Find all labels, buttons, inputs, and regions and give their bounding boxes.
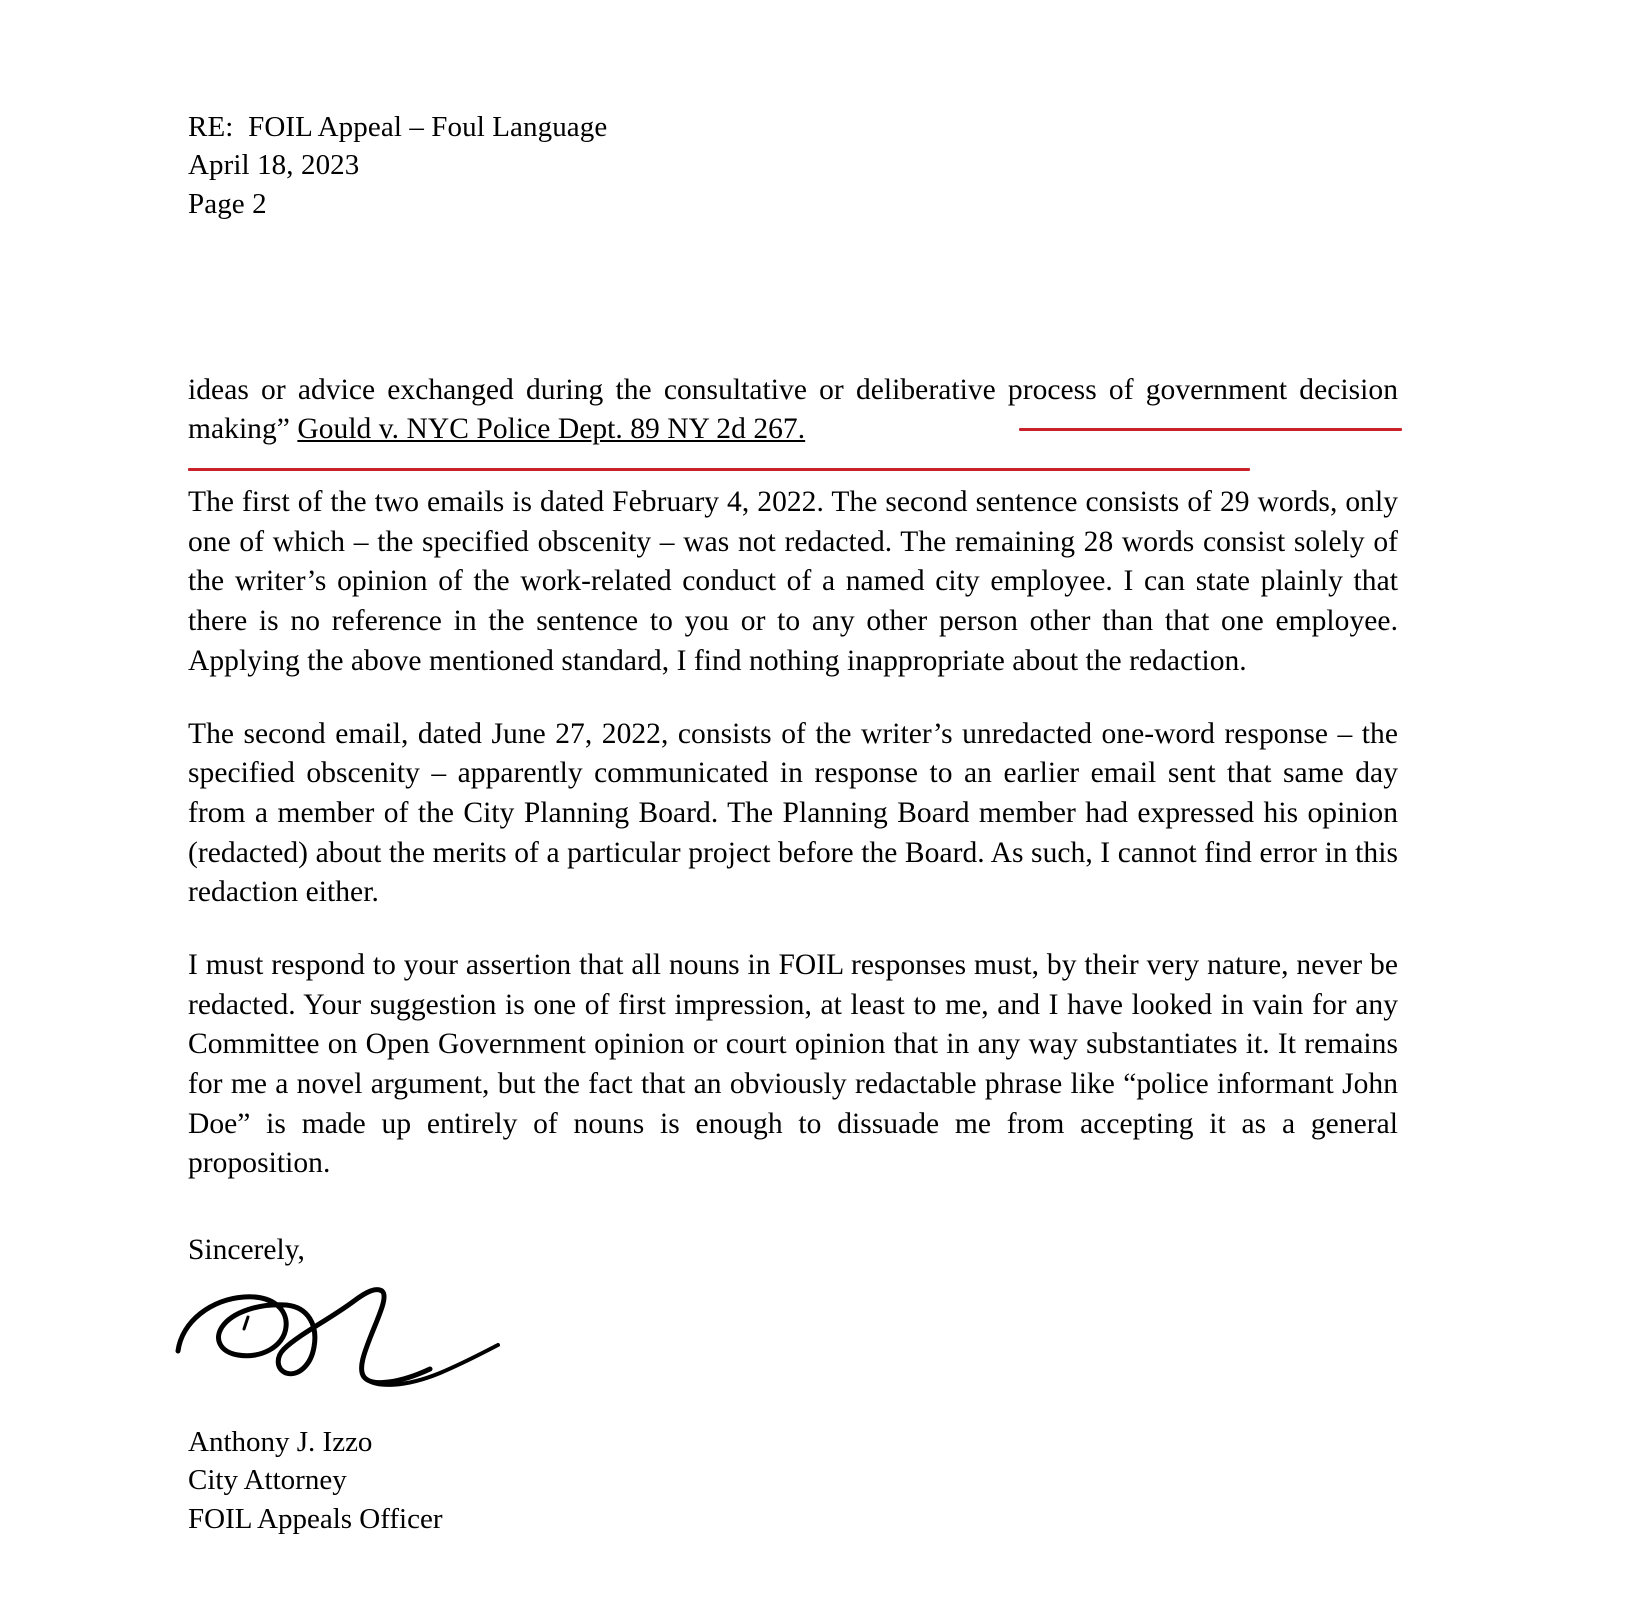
signer-block <box>188 1423 1398 1539</box>
signer-role: FOIL Appeals Officer <box>188 1503 443 1536</box>
case-citation: Gould v. NYC Police Dept. 89 NY 2d 267. <box>297 413 806 446</box>
red-underline-annotation-line-1 <box>1019 428 1402 431</box>
body-paragraphs <box>188 371 1398 1184</box>
paragraph-gould-text: ideas or advice exchanged during the consultative or deliberative process of government decision making” <box>188 373 1398 446</box>
letter-header <box>188 108 1398 223</box>
signature-icon <box>168 1273 548 1413</box>
red-underline-annotation-line-2 <box>188 468 1250 471</box>
signature-block <box>188 1273 1398 1423</box>
letter-body <box>188 108 1398 1539</box>
paragraph-second-email: The second email, dated June 27, 2022, consists of the writer’s unredacted one-word response – the specified obscenity – apparently communicated in response to an earlier email sent that same day from a member of the City Planning Board. The Planning Board member had expressed his opinion (redacted) about the merits of a particular project before the Board. As such, I cannot find error in this redaction either. <box>188 717 1398 909</box>
letter-date: April 18, 2023 <box>188 149 360 182</box>
signer-title: City Attorney <box>188 1464 347 1497</box>
paragraph-gould <box>188 371 1398 450</box>
closing-salutation: Sincerely, <box>188 1233 305 1266</box>
paragraph-first-email: The first of the two emails is dated February 4, 2022. The second sentence consists of 29 words, only one of which – the specified obscenity – was not redacted. The remaining 28 words consist solely of the writer’s opinion of the work-related conduct of a named city employee. I can state plainly that there is no reference in the sentence to you or to any other person other than that one employee. Applying the above mentioned standard, I find nothing inappropriate about the redaction. <box>188 486 1398 677</box>
subject-line: RE: FOIL Appeal – Foul Language <box>188 111 608 143</box>
page-number: Page 2 <box>188 187 267 220</box>
paragraph-nouns: I must respond to your assertion that all nouns in FOIL responses must, by their very nature, never be redacted. Your suggestion is one of first impression, at least to me, and I have looked in vain for any Committee on Open Government opinion or court opinion that in any way substantiates it. It remains for me a novel argument, but the fact that an obviously redactable phrase like “police informant John Doe” is made up entirely of nouns is enough to dissuade me from accepting it as a general proposition. <box>188 948 1398 1180</box>
signer-name: Anthony J. Izzo <box>188 1425 373 1458</box>
